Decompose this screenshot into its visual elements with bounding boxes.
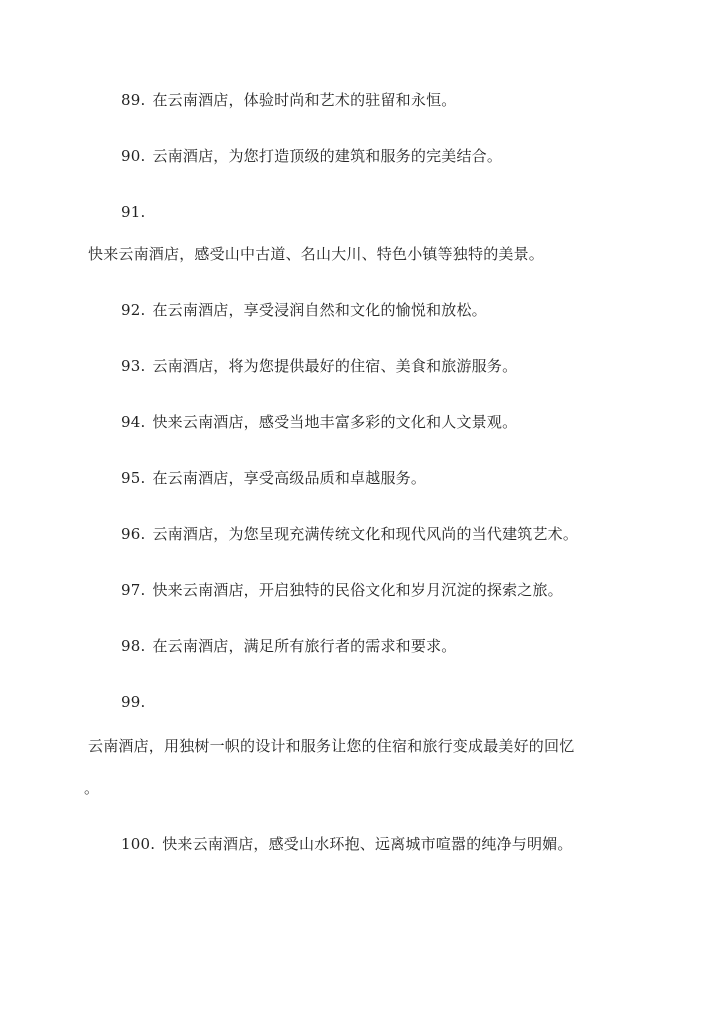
item-number: 100. (121, 835, 156, 853)
item-number: 95. (121, 469, 146, 487)
item-text: 快来云南酒店，感受山中古道、名山大川、特色小镇等独特的美景。 (88, 245, 545, 263)
list-item-96 (121, 524, 578, 544)
item-text: 快来云南酒店，开启独特的民俗文化和岁月沉淀的探索之旅。 (152, 581, 563, 599)
item-text: 云南酒店，将为您提供最好的住宿、美食和旅游服务。 (152, 357, 518, 375)
list-item-100 (121, 834, 573, 854)
list-item-91-text (88, 244, 544, 264)
item-text: 在云南酒店，享受高级品质和卓越服务。 (152, 469, 427, 487)
item-number: 98. (121, 637, 146, 655)
item-number: 90. (121, 147, 146, 165)
item-text: 快来云南酒店，感受山水环抱、远离城市喧嚣的纯净与明媚。 (162, 835, 573, 853)
list-item-94 (121, 412, 517, 432)
list-item-92 (121, 300, 487, 320)
list-item-91-number (121, 202, 145, 222)
item-text: 在云南酒店，体验时尚和艺术的驻留和永恒。 (152, 91, 457, 109)
item-text: 在云南酒店，满足所有旅行者的需求和要求。 (152, 637, 457, 655)
list-item-99-number (121, 692, 145, 712)
item-number: 91. (121, 203, 146, 221)
list-item-89 (121, 90, 456, 110)
list-item-90 (121, 146, 502, 166)
item-number: 96. (121, 525, 146, 543)
item-number: 94. (121, 413, 146, 431)
item-text: 云南酒店，为您呈现充满传统文化和现代风尚的当代建筑艺术。 (152, 525, 579, 543)
list-item-93 (121, 356, 517, 376)
item-text: 云南酒店，用独树一帜的设计和服务让您的住宿和旅行变成最美好的回忆 (88, 737, 575, 755)
item-text: 云南酒店，为您打造顶级的建筑和服务的完美结合。 (152, 147, 503, 165)
item-text: 在云南酒店，享受浸润自然和文化的愉悦和放松。 (152, 301, 487, 319)
item-number: 89. (121, 91, 146, 109)
item-number: 97. (121, 581, 146, 599)
item-number: 99. (121, 693, 146, 711)
item-text-tail: 。 (84, 779, 100, 797)
list-item-97 (121, 580, 563, 600)
item-number: 93. (121, 357, 146, 375)
item-text: 快来云南酒店，感受当地丰富多彩的文化和人文景观。 (152, 413, 518, 431)
item-number: 92. (121, 301, 146, 319)
list-item-99-text (88, 736, 574, 756)
list-item-99-tail (84, 778, 99, 798)
list-item-95 (121, 468, 426, 488)
list-item-98 (121, 636, 456, 656)
